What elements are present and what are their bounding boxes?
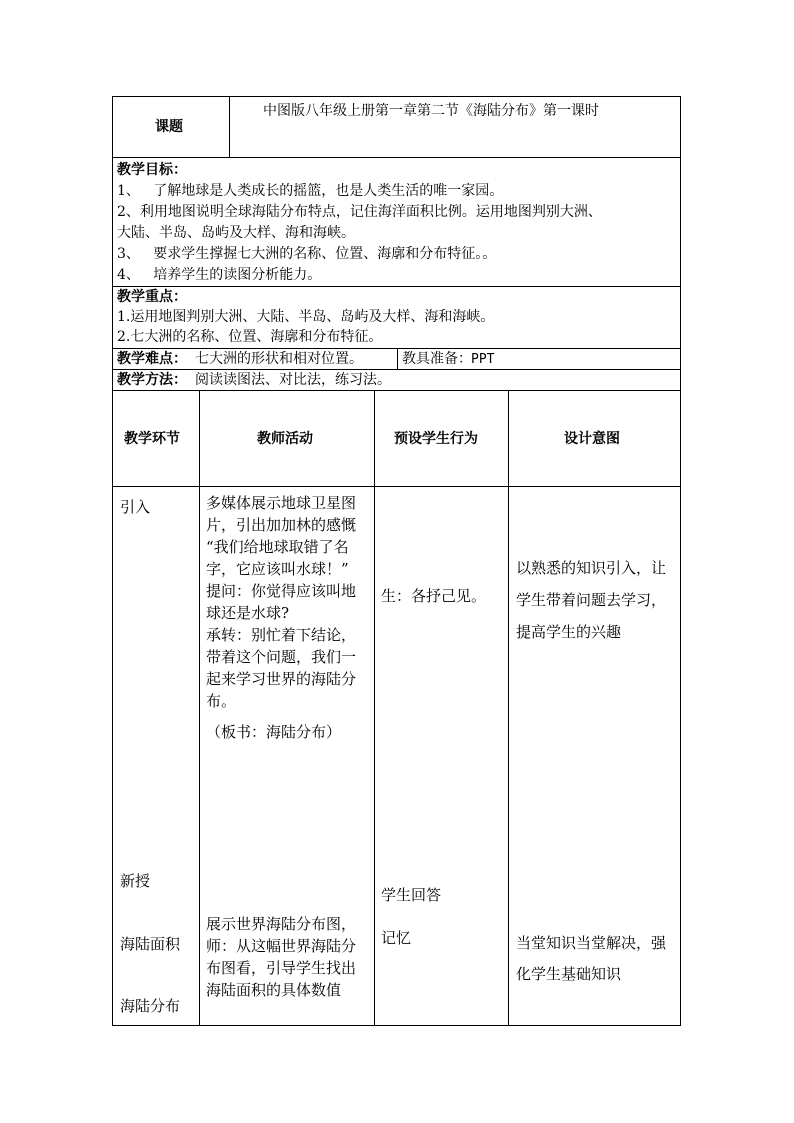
row-divider [112,286,681,287]
col-divider [374,390,375,1025]
objective-line: 3、 要求学生撑握七大洲的名称、位置、海廓和分布特征。。 [117,246,497,262]
key-points-label: 教学重点： [117,289,187,305]
stage-land-sea-distribution: 海陆分布 [120,997,181,1015]
col-header-intent: 设计意图 [564,431,620,447]
col-divider [508,390,509,1025]
teacher-map-text [206,913,356,1001]
teacher-line: 承转：别忙着下结论， [206,626,357,644]
objective-line: 4、 培养学生的读图分析能力。 [117,267,322,283]
objectives-label: 教学目标： [117,162,187,178]
table-border-left [112,96,113,1025]
teacher-line: 带着这个问题，我们一 [206,648,357,666]
row-divider [112,157,681,158]
tools-value: PPT [471,352,495,367]
intent-line: 当堂知识当堂解决，强 [516,934,667,952]
teacher-line: 片，引出加加林的感慨 [206,516,357,534]
col-divider [397,348,398,369]
objective-line: 1、 了解地球是人类成长的摇篮，也是人类生活的唯一家园。 [117,183,504,199]
topic-label: 课题 [155,119,183,135]
key-point-line: 1.运用地图判别大洲、大陆、半岛、岛屿及大样、海和海峡。 [117,309,495,325]
table-border-bottom [112,1025,681,1026]
teacher-line: 布。 [206,692,237,710]
topic-value: 中图版八年级上册第一章第二节《海陆分布》第一课时 [263,103,599,119]
col-header-teacher: 教师活动 [257,431,313,447]
col-header-stage: 教学环节 [124,431,180,447]
teacher-line: 提问：你觉得应该叫地 [206,582,357,600]
student-remember: 记忆 [381,929,412,947]
teacher-line: 多媒体展示地球卫星图 [206,494,357,512]
col-divider [229,96,230,157]
stage-new-lesson: 新授 [120,872,151,890]
method-value: 阅读读图法、对比法，练习法。 [195,372,391,388]
table-border-right [680,96,681,1025]
student-intro: 生：各抒己见。 [381,587,487,605]
teacher-line: 起来学习世界的海陆分 [206,670,357,688]
col-divider [199,390,200,1025]
method-label: 教学方法： [117,372,187,388]
tools-label: 教具准备： [402,351,472,367]
teacher-line: 展示世界海陆分布图， [206,915,357,933]
key-point-line: 2.七大洲的名称、位置、海廓和分布特征。 [117,329,383,345]
teacher-line: 布图看，引导学生找出 [206,959,357,977]
col-header-student: 预设学生行为 [394,431,478,447]
intent-line: 提高学生的兴趣 [516,623,622,641]
difficulty-value: 七大洲的形状和相对位置。 [195,351,363,367]
teacher-intro-text [206,492,356,712]
teacher-line: 字，它应该叫水球！” [206,560,349,578]
row-divider [112,486,681,487]
intent-line: 学生带着问题去学习， [516,591,667,609]
intent-line: 以熟悉的知识引入，让 [516,559,667,577]
teacher-line: 师：从这幅世界海陆分 [206,937,357,955]
table-border-top [112,96,681,97]
intent-line: 化学生基础知识 [516,965,622,983]
teacher-line: “我们给地球取错了名 [206,538,349,556]
student-answer: 学生回答 [381,886,442,904]
stage-land-sea-area: 海陆面积 [120,935,181,953]
difficulty-label: 教学难点： [117,351,187,367]
stage-intro: 引入 [120,498,151,516]
objective-line: 大陆、半岛、岛屿及大样、海和海峡。 [117,225,355,241]
teacher-line: 海陆面积的具体数值 [206,981,342,999]
teacher-board-note: （板书：海陆分布） [206,723,342,741]
objective-line: 2、利用地图说明全球海陆分布特点，记住海洋面积比例。运用地图判别大洲、 [117,204,602,220]
teacher-line: 球还是水球? [206,604,290,622]
